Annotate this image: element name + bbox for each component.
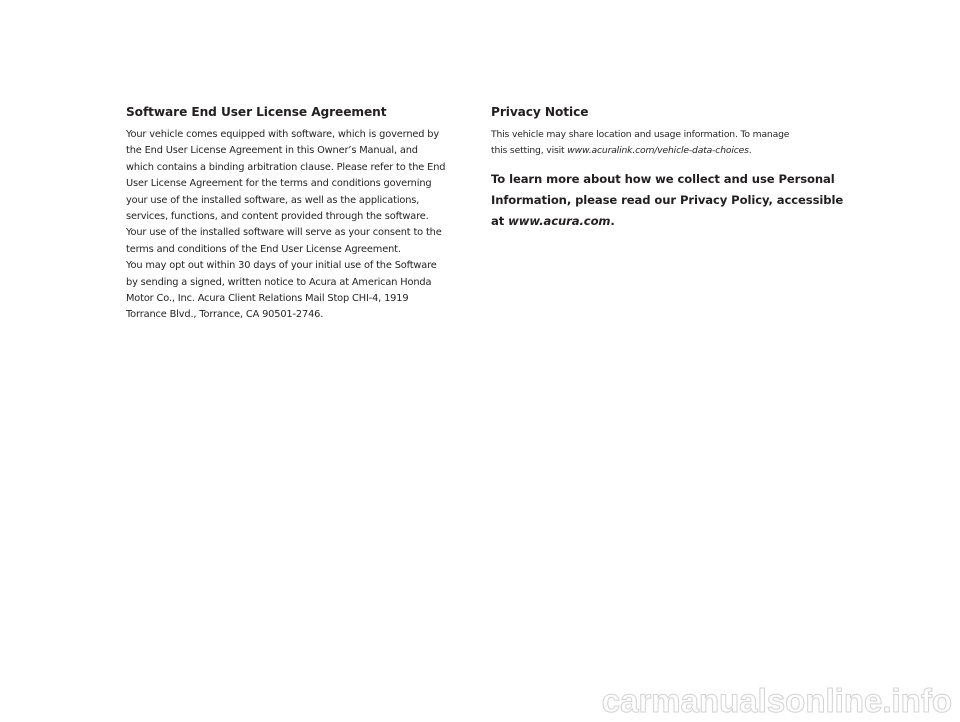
eula-section [126, 104, 472, 324]
privacy-line-prefix: this setting, visit [491, 144, 568, 156]
eula-line: which contains a binding arbitration clause. Please refer to the End [126, 161, 446, 173]
eula-line: Motor Co., Inc. Acura Client Relations Mail Stop CHI-4, 1919 [126, 293, 409, 305]
eula-heading: Software End User License Agreement [126, 105, 387, 119]
privacy-line-suffix: . [748, 144, 752, 156]
privacy-section [491, 104, 844, 232]
eula-line: Your vehicle comes equipped with software, which is governed by [126, 129, 440, 140]
eula-line: your use of the installed software, as well as the applications, [126, 194, 420, 206]
callout-suffix: . [610, 214, 615, 229]
eula-line: services, functions, and content provided through the software. [126, 211, 429, 223]
privacy-line: This vehicle may share location and usage information. To manage [491, 129, 790, 140]
privacy-heading: Privacy Notice [491, 105, 589, 119]
eula-line: You may opt out within 30 days of your initial use of the Software [126, 260, 437, 272]
callout-line: Information, please read our Privacy Policy, accessible [491, 193, 844, 208]
acura-website-link[interactable]: www.acura.com [508, 214, 611, 229]
eula-line: terms and conditions of the End User License Agreement. [126, 243, 401, 255]
callout-line: To learn more about how we collect and use Personal [491, 172, 835, 187]
eula-body [126, 127, 472, 324]
callout-line [491, 211, 841, 232]
eula-line: the End User License Agreement in this Owner’s Manual, and [126, 145, 418, 157]
vehicle-data-choices-link[interactable]: www.acuralink.com/vehicle-data-choices [567, 144, 749, 156]
privacy-line [491, 143, 841, 159]
site-watermark: carmanualsonline.info [601, 682, 952, 719]
privacy-policy-callout [491, 169, 844, 232]
eula-line: Torrance Blvd., Torrance, CA 90501-2746. [126, 309, 324, 321]
eula-line: by sending a signed, written notice to Acura at American Honda [126, 276, 432, 288]
callout-prefix: at [491, 214, 509, 229]
eula-line: User License Agreement for the terms and conditions governing [126, 178, 432, 190]
privacy-body [491, 127, 841, 158]
eula-line: Your use of the installed software will serve as your consent to the [126, 227, 442, 239]
